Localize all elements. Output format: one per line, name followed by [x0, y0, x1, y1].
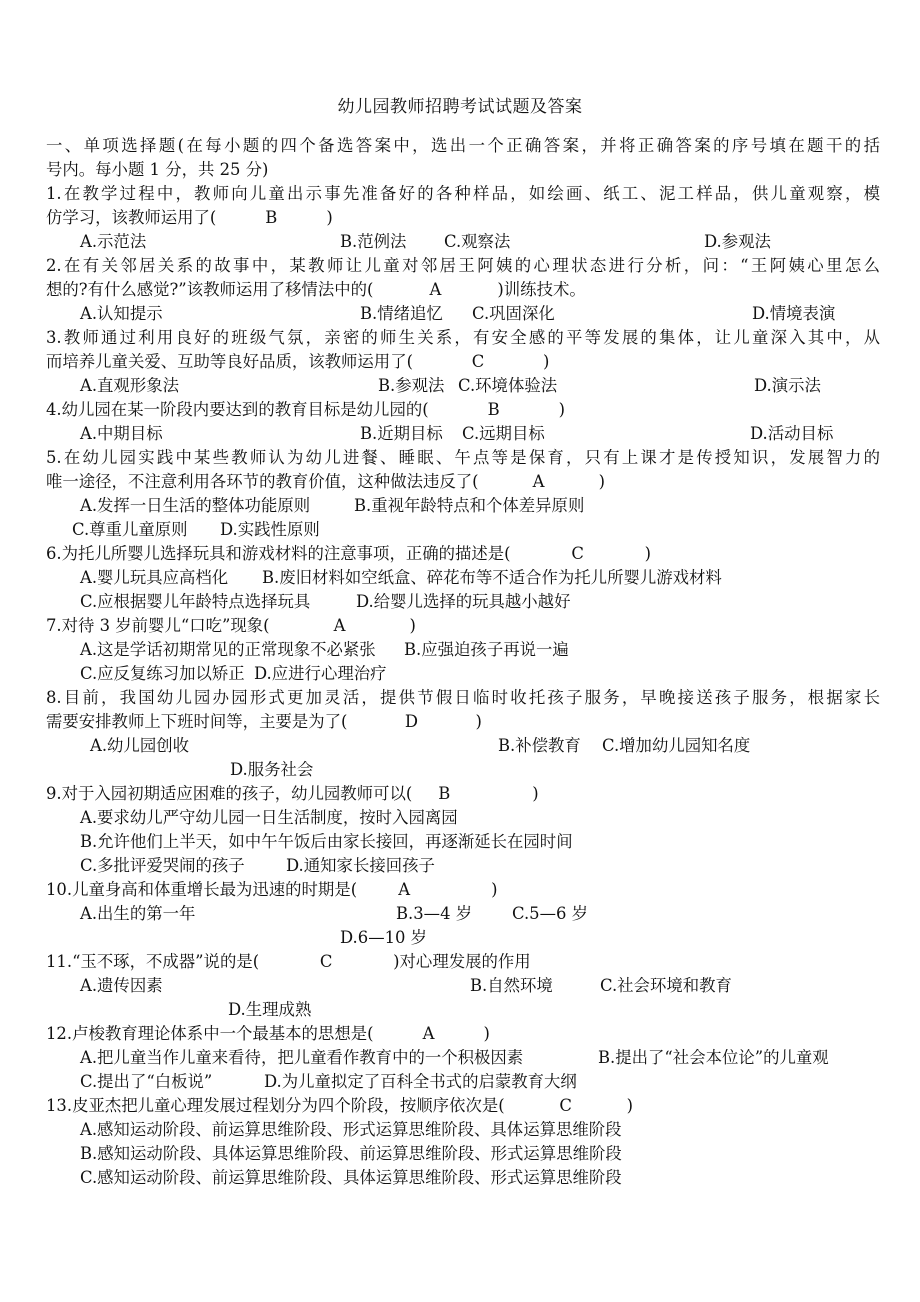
q12-option-a: A.把儿童当作儿童来看待，把儿童看作教育中的一个积极因素 — [80, 1048, 524, 1067]
q1-stem: 1.在教学过程中，教师向儿童出示事先准备好的各种样品，如绘画、纸工、泥工样品，供儿童观察，模 — [46, 184, 880, 203]
q2-option-b: B.情绪追忆 — [360, 304, 443, 323]
q5-option-d: D.实践性原则 — [220, 520, 320, 539]
q11-option-a: A.遗传因素 — [80, 976, 163, 995]
q8-option-a: A.幼儿园创收 — [90, 736, 189, 755]
q2-answer: A — [429, 280, 442, 299]
q8-option-d: D.服务社会 — [230, 760, 314, 779]
q3-option-a: A.直观形象法 — [80, 376, 179, 395]
q4-option-c: C.远期目标 — [462, 424, 545, 443]
q1-option-a: A.示范法 — [80, 232, 147, 251]
q7-option-a: A.这是学话初期常见的正常现象不必紧张 — [80, 640, 376, 659]
q7-answer: A — [333, 616, 346, 635]
q6-option-b: B.废旧材料如空纸盒、碎花布等不适合作为托儿所婴儿游戏材料 — [262, 568, 722, 587]
q4-answer: B — [487, 400, 500, 419]
q9-option-d: D.通知家长接回孩子 — [286, 856, 435, 875]
q1-option-c: C.观察法 — [444, 232, 511, 251]
q1-option-d: D.参观法 — [704, 232, 771, 251]
q1-stem-2: 仿学习，该教师运用了( B ) — [46, 206, 880, 230]
q10-stem: 10.儿童身高和体重增长最为迅速的时期是( A ) — [46, 878, 880, 902]
q12-option-c: C.提出了“白板说” — [80, 1072, 213, 1091]
q6-option-d: D.给婴儿选择的玩具越小越好 — [356, 592, 571, 611]
q13-answer: C — [559, 1096, 572, 1115]
q4-option-a: A.中期目标 — [80, 424, 163, 443]
q10-option-a: A.出生的第一年 — [80, 904, 196, 923]
q5-option-b: B.重视年龄特点和个体差异原则 — [354, 496, 585, 515]
q6-option-a: A.婴儿玩具应高档化 — [80, 568, 229, 587]
q11-option-c: C.社会环境和教育 — [600, 976, 732, 995]
q10-option-c: C.5—6 岁 — [512, 904, 589, 923]
q3-option-d: D.演示法 — [754, 376, 821, 395]
q8-stem: 8.目前，我国幼儿园办园形式更加灵活，提供节假日临时收托孩子服务，早晚接送孩子服务，根据家长 — [46, 688, 880, 707]
q5-stem: 5.在幼儿园实践中某些教师认为幼儿进餐、睡眠、午点等是保育，只有上课才是传授知识，发展智力的 — [46, 448, 880, 467]
q5-answer: A — [532, 472, 545, 491]
q12-option-b: B.提出了“社会本位论”的儿童观 — [598, 1048, 829, 1067]
q7-stem: 7.对待 3 岁前婴儿“口吃”现象( A ) — [46, 614, 880, 638]
q2-stem-2: 想的?有什么感觉?”该教师运用了移情法中的( A )训练技术。 — [46, 278, 880, 302]
q8-answer: D — [404, 712, 419, 731]
q3-option-b: B.参观法 — [378, 376, 445, 395]
q13-stem: 13.皮亚杰把儿童心理发展过程划分为四个阶段，按顺序依次是( C ) — [46, 1094, 880, 1118]
q10-option-b: B.3—4 岁 — [396, 904, 473, 923]
q11-answer: C — [319, 952, 333, 971]
section-instruction-line-2: 号内。每小题 1 分，共 25 分) — [46, 160, 269, 179]
q6-stem: 6.为托儿所婴儿选择玩具和游戏材料的注意事项，正确的描述是( C ) — [46, 542, 880, 566]
section-instruction-line-1: 一、单项选择题(在每小题的四个备选答案中，选出一个正确答案，并将正确答案的序号填在题干的括 — [46, 136, 880, 155]
q2-option-d: D.情境表演 — [752, 304, 836, 323]
q1-option-b: B.范例法 — [340, 232, 407, 251]
q10-answer: A — [398, 880, 411, 899]
q12-answer: A — [422, 1024, 435, 1043]
q8-option-c: C.增加幼儿园知名度 — [602, 736, 751, 755]
q11-option-d: D.生理成熟 — [228, 1000, 312, 1019]
page-title: 幼儿园教师招聘考试试题及答案 — [337, 97, 583, 117]
q6-answer: C — [571, 544, 584, 563]
q9-stem: 9.对于入园初期适应困难的孩子，幼儿园教师可以( B ) — [46, 782, 880, 806]
q3-stem: 3.教师通过利用良好的班级气氛，亲密的师生关系，有安全感的平等发展的集体，让儿童深入其中，从 — [46, 328, 880, 347]
q13-option-a: A.感知运动阶段、前运算思维阶段、形式运算思维阶段、具体运算思维阶段 — [80, 1120, 622, 1139]
q2-stem: 2.在有关邻居关系的故事中，某教师让儿童对邻居王阿姨的心理状态进行分析，问：“王阿姨心里怎么 — [46, 256, 880, 275]
q5-option-c: C.尊重儿童原则 — [72, 520, 188, 539]
q8-option-b: B.补偿教育 — [498, 736, 581, 755]
q7-option-d: D.应进行心理治疗 — [254, 664, 387, 683]
q7-option-b: B.应强迫孩子再说一遍 — [404, 640, 569, 659]
q13-option-b: B.感知运动阶段、具体运算思维阶段、前运算思维阶段、形式运算思维阶段 — [80, 1144, 622, 1163]
q2-option-c: C.巩固深化 — [472, 304, 555, 323]
q3-option-c: C.环境体验法 — [458, 376, 558, 395]
q4-option-b: B.近期目标 — [360, 424, 443, 443]
q13-option-c: C.感知运动阶段、前运算思维阶段、具体运算思维阶段、形式运算思维阶段 — [80, 1168, 622, 1187]
q9-option-a: A.要求幼儿严守幼儿园一日生活制度，按时入园离园 — [80, 808, 458, 827]
q10-option-d: D.6—10 岁 — [340, 928, 428, 947]
q12-stem: 12.卢梭教育理论体系中一个最基本的思想是( A ) — [46, 1022, 880, 1046]
q7-option-c: C.应反复练习加以矫正 — [80, 664, 245, 683]
q9-option-c: C.多批评爱哭闹的孩子 — [80, 856, 245, 875]
q5-option-a: A.发挥一日生活的整体功能原则 — [80, 496, 311, 515]
q5-stem-2: 唯一途径，不注意利用各环节的教育价值，这种做法违反了( A ) — [46, 470, 880, 494]
q9-option-b: B.允许他们上半天，如中午午饭后由家长接回，再逐渐延长在园时间 — [80, 832, 573, 851]
q4-option-d: D.活动目标 — [750, 424, 834, 443]
q11-option-b: B.自然环境 — [470, 976, 553, 995]
q9-answer: B — [438, 784, 451, 803]
q2-option-a: A.认知提示 — [80, 304, 163, 323]
q4-stem: 4.幼儿园在某一阶段内要达到的教育目标是幼儿园的( B ) — [46, 398, 880, 422]
q3-answer: C — [471, 352, 485, 371]
q8-stem-2: 需要安排教师上下班时间等，主要是为了( D ) — [46, 710, 880, 734]
q11-stem: 11.“玉不琢，不成器”说的是( C )对心理发展的作用 — [46, 950, 880, 974]
q1-answer: B — [265, 208, 278, 227]
q12-option-d: D.为儿童拟定了百科全书式的启蒙教育大纲 — [264, 1072, 577, 1091]
q6-option-c: C.应根据婴儿年龄特点选择玩具 — [80, 592, 311, 611]
q3-stem-2: 而培养儿童关爱、互助等良好品质，该教师运用了( C ) — [46, 350, 880, 374]
